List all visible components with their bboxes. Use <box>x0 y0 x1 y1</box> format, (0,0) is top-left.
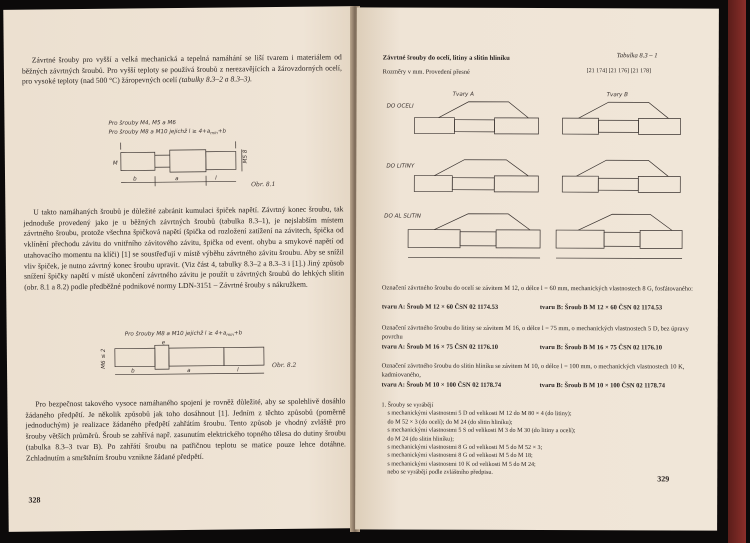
example-2-form-a: tvaru A: Šroub M 16 × 75 ČSN 02 1176.10 <box>381 343 499 351</box>
figure-8-2 <box>87 325 318 387</box>
fig2-label: Obr. 8.2 <box>271 361 297 370</box>
fig2-dim-e: e <box>161 340 166 347</box>
right-page <box>355 7 719 530</box>
page-number-right: 329 <box>657 474 670 484</box>
example-2-form-b: tvaru B: Šroub B M 16 × 75 ČSN 02 1176.10 <box>539 344 662 352</box>
note-line: s mechanickými vlastnostmi 5 S od velikosti M 3 do M 30 (do litiny a ocelí); <box>387 427 576 435</box>
row-label-oceli: DO OCELI <box>386 103 414 110</box>
fig1-dim-right: M5 8 <box>242 149 249 164</box>
table-codes: [21 174] [21 176] [21 178] <box>586 68 652 75</box>
tvar-b-label: Tvary B <box>606 92 629 99</box>
table-number: Tabulka 8.3 – 1 <box>616 52 658 60</box>
note-line: s mechanickými vlastnostmi 10 K od velikosti M 5 do M 24; <box>387 461 536 468</box>
example-1-form-a: tvaru A: Šroub M 12 × 60 ČSN 02 1174.53 <box>381 303 499 311</box>
fig1-label: Obr. 8.1 <box>251 181 276 189</box>
example-1-form-b: tvaru B: Šroub B M 12 × 60 ČSN 02 1174.53 <box>539 304 663 312</box>
example-2-text: Označení závrtného šroubu do litiny se závitem M 16, o délce l = 75 mm, o mechanických vlastnostech 5 D, bez úpravy povrchu <box>381 324 689 341</box>
svg-text:Pro šrouby M8 a M10 jejichž l: Pro šrouby M8 a M10 jejichž $l \ge 4+a_{min}+b$ <box>124 330 243 338</box>
note-line: s mechanickými vlastnostmi 8 G od velikosti M 5 do M 52 × 3; <box>387 444 543 452</box>
fig2-dim-a: a <box>187 367 191 374</box>
note-line: nebo se vyrábějí podle zvláštního předpisu. <box>387 469 493 477</box>
note-line: s mechanickými vlastnostmi 5 D od velikosti M 12 do M 80 × 4 (do litiny); <box>387 410 572 418</box>
example-1-text: Označení závrtného šroubu do ocelí se závitem M 12, o délce l = 60 mm, mechanických vlastnostech 8 G, fosfátovaného: <box>381 284 693 293</box>
example-3-form-b: tvaru B: Šroub B M 10 × 100 ČSN 02 1178.74 <box>539 382 666 390</box>
paragraph-1: Závrtné šrouby pro vyšší a velká mechanická a tepelná namáhání se liší tvarem i materiálem od běžných závrtných šroubů. Pro vyšší teploty se používá šroubů z nerezavějících a žárovzdorných ocelí, pro vysoké teploty (nad 500 °C) žáropevných ocelí (tabulky 8.3–2 a 8.3–3). <box>21 52 342 87</box>
svg-text:Pro šrouby M4, M5 a M6 <box>108 119 176 127</box>
figure-8-1 <box>74 115 295 197</box>
paragraph-3: Pro bezpečnost takového vysoce namáhaného spojení je rovněž důležité, aby se spolehlivě dosáhlo žádaného předpětí. Je několik způsobů jak toho dosáhnout [1]. Jedním z těchto způsobů (poměrně jednoduchým) je realizace žádaného předpětí zahřátím šroubu. Tento způsob je vhodný zvláště pro šrouby větších průměrů. Šroub se zahřívá např. zasunutím elektrického topného tělesa do dutiny šroubu (tabulka 8.3–3 tvar B). Po zahřátí šroubu na patřičnou teplotu se matice pouze lehce dotáhne. Zchladnutím a smrštěním šroubu vznikne žádané předpětí. <box>25 396 346 463</box>
table-reference: (tabulky 8.3–2 a 8.3–3). <box>178 74 253 85</box>
example-3-text: Označení závrtného šroubu do slitin hliníku se závitem M 10, o délce l = 100 mm, o mechanických vlastnostech 10 K, kadmiovaného, <box>381 362 685 379</box>
note-line: do M 24 (do slitin hliníku); <box>387 436 454 443</box>
example-3-form-a: tvaru A: Šroub M 10 × 100 ČSN 02 1178.74 <box>381 381 502 389</box>
left-page <box>3 6 360 532</box>
fig1-dim-a: a <box>175 176 179 183</box>
stud-drawings <box>378 89 699 270</box>
note-line: s mechanickými vlastnostmi 8 G od velikosti M 5 do M 18; <box>387 452 533 460</box>
paragraph-2: U takto namáhaných šroubů je důležité zabránit kumulaci špiček napětí. Závrtný konec šroubu, tak jednoduše provedený jako je u běžných závrtných šroubů (tabulka 8.3–1), je nejslabším místem závrtného šroubu, protože všechna špičková napětí (špička od rozložení zatížení na závitech, špička od vklínění přechodu závitu do vnitřního závitového závitu, špička od event. ohybu a smykové napětí od utahovacího momentu na klíči) [1] se soustřeďují v místě výběhu závrtného závitu šroubu. Aby se snížil vliv špiček, je nutno závrtný konec šroubu upravit. (Viz část 4, tabulky 8.3–2 a 8.3–3 i [1].) Jiný způsob snížení špičky napětí v místě ukončení závrtného závitu je použít u závrtných šroubů do lehkých slitin (obr. 8.1 a 8.2) podle předběžné podnikové normy LDN-3151 – Závrtné šrouby s nákružkem. <box>23 204 345 292</box>
svg-text:Pro šrouby M8 a M10 jejichž l: Pro šrouby M8 a M10 jejichž $l \ge 4+a_{min}+b$ <box>108 128 227 136</box>
table-subtitle: Rozměry v mm. Provedení přesné <box>382 68 470 76</box>
fig2-dim-b: b <box>131 368 135 375</box>
note-line: 1. Šrouby se vyrábějí <box>381 402 434 409</box>
row-label-litiny: DO LITINY <box>386 163 415 170</box>
fig2-dim-l: l <box>237 367 239 374</box>
fig1-dim-l: l <box>215 175 217 182</box>
fig2-caption: Pro šrouby M8 a M10 jejichž l ≥ 4+a <box>124 330 227 338</box>
row-label-al: DO AL SLITIN <box>384 213 421 220</box>
fig1-caption-line2: Pro šrouby M8 a M10 jejichž l ≥ 4+a <box>108 128 211 136</box>
notes-list <box>381 401 701 478</box>
fig2-dim-left: M6 ≤ 2 <box>100 348 108 369</box>
table-title: Závrtné šrouby do ocelí, litiny a slitin hliníku <box>382 54 510 62</box>
tvar-a-label: Tvary A <box>452 91 474 98</box>
fig1-caption-line1: Pro šrouby M4, M5 a M6 <box>108 120 176 127</box>
page-number-left: 328 <box>28 495 41 505</box>
book-cover-edge <box>728 0 746 543</box>
fig1-dim-b: b <box>133 176 137 183</box>
note-line: do M 52 × 3 (do ocelí); do M 24 (do slitin hliníku); <box>387 419 513 426</box>
fig1-dim-left: M <box>112 160 118 167</box>
